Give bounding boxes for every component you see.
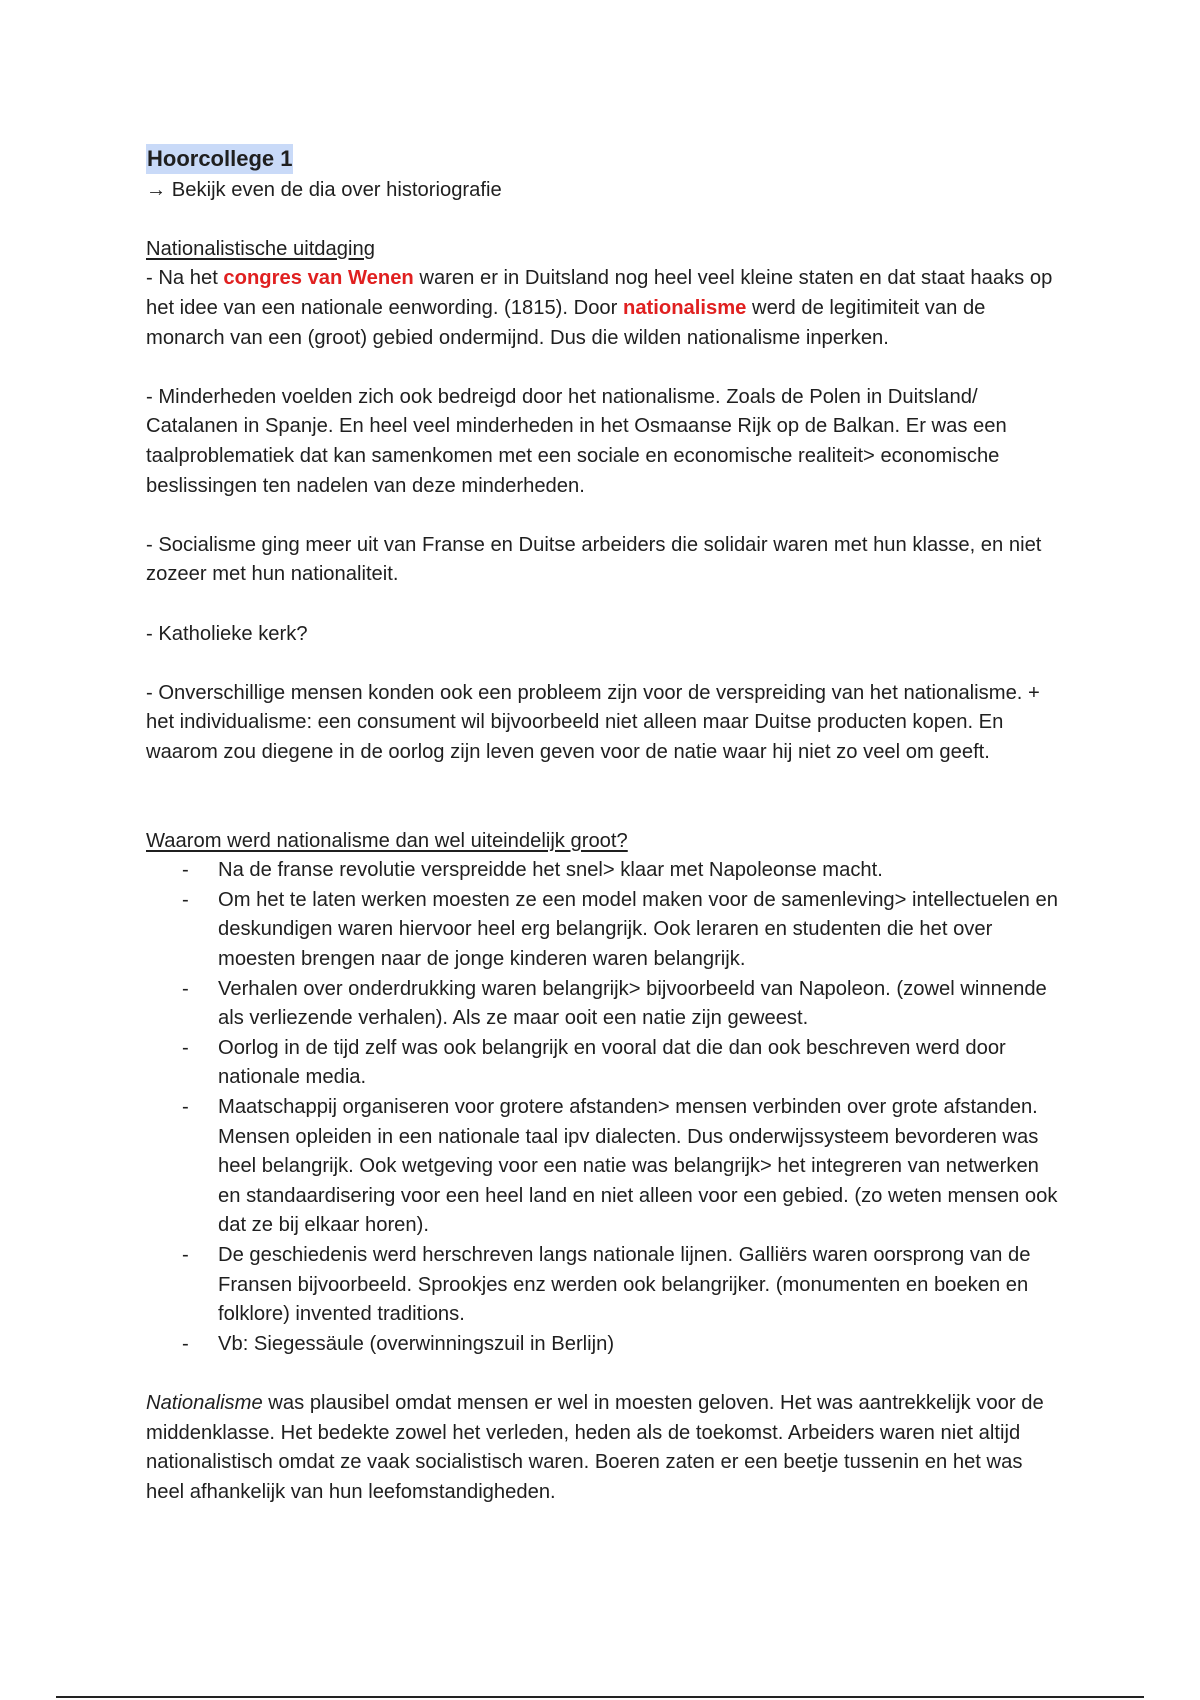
spacer xyxy=(146,590,1066,620)
spacer xyxy=(146,353,1066,383)
spacer xyxy=(146,205,1066,235)
bullet-dash: - xyxy=(182,1036,189,1059)
spacer xyxy=(146,797,1066,827)
spacer xyxy=(146,767,1066,797)
text-fragment: was plausibel omdat mensen er wel in moesten geloven. Het was aantrekkelijk voor de middenklasse. Het bedekte zowel het verleden, heden als de toekomst. Arbeiders waren niet altijd nationalistisch omdat ze vaak socialistisch waren. Boeren zaten er een beetje tussenin en het was heel afhankelijk van hun leefomstandigheden. xyxy=(146,1391,1044,1503)
paragraph-conclusion xyxy=(146,1389,1066,1507)
bullet-dash: - xyxy=(182,1332,189,1355)
list-item-text: Na de franse revolutie verspreidde het snel> klaar met Napoleonse macht. xyxy=(218,859,883,882)
section-heading-waarom-nationalisme: Waarom werd nationalisme dan wel uiteindelijk groot? xyxy=(146,829,628,852)
list-item-text: Om het te laten werken moesten ze een model maken voor de samenleving> intellectuelen en deskundigen waren hiervoor heel erg belangrijk. Ook leraren en studenten die het over moesten brengen naar de jonge kinderen waren belangrijk. xyxy=(218,888,1058,971)
intro-line: → Bekijk even de dia over historiografie xyxy=(146,178,502,201)
highlight-congres-van-wenen: congres van Wenen xyxy=(223,267,414,290)
spacer xyxy=(146,649,1066,679)
bullet-dash: - xyxy=(182,859,189,882)
spacer xyxy=(146,1359,1066,1389)
highlight-nationalisme: nationalisme xyxy=(622,296,747,319)
bullet-dash: - xyxy=(182,1243,189,1266)
list-item-text: De geschiedenis werd herschreven langs nationale lijnen. Galliërs waren oorsprong van de Fransen bijvoorbeeld. Sprookjes enz werden ook belangrijker. (monumenten en boeken en folklore) invented traditions. xyxy=(218,1243,1031,1326)
list-item xyxy=(146,975,1066,1034)
title-line xyxy=(146,144,1066,176)
list-item xyxy=(146,886,1066,975)
italic-nationalisme: Nationalisme xyxy=(146,1391,263,1414)
paragraph-minderheden: - Minderheden voelden zich ook bedreigd door het nationalisme. Zoals de Polen in Duitsland/ Catalanen in Spanje. En heel veel minderheden in het Osmaanse Rijk op de Balkan. Er was een taalproblematiek dat kan samenkomen met een sociale en economische realiteit> economische beslissingen ten nadelen van deze minderheden. xyxy=(146,385,1007,497)
bullet-dash: - xyxy=(182,888,189,911)
paragraph-socialisme: - Socialisme ging meer uit van Franse en Duitse arbeiders die solidair waren met hun klasse, en niet zozeer met hun nationaliteit. xyxy=(146,533,1042,586)
document-page xyxy=(146,144,1066,1507)
text-fragment: waren er in Duitsland nog heel veel kleine staten en dat staat haaks op het idee van een nationale eenwording. (1815). Door xyxy=(146,267,1053,319)
list-item xyxy=(146,1241,1066,1330)
list-item xyxy=(146,1330,1066,1360)
page-title: Hoorcollege 1 xyxy=(146,144,293,174)
list-item xyxy=(146,1034,1066,1093)
list-item-text: Verhalen over onderdrukking waren belangrijk> bijvoorbeeld van Napoleon. (zowel winnende als verliezende verhalen). Als ze maar ooit een natie zijn geweest. xyxy=(218,977,1047,1030)
list-item-text: Oorlog in de tijd zelf was ook belangrijk en vooral dat die dan ook beschreven werd door nationale media. xyxy=(218,1036,1006,1089)
list-item xyxy=(146,856,1066,886)
spacer xyxy=(146,501,1066,531)
paragraph-congres-van-wenen xyxy=(146,264,1066,353)
bullet-dash: - xyxy=(182,1096,189,1118)
list-item xyxy=(146,1093,1066,1241)
section-heading-nationalistische-uitdaging: Nationalistische uitdaging xyxy=(146,237,375,260)
paragraph-katholieke-kerk: - Katholieke kerk? xyxy=(146,622,308,645)
text-fragment: - Na het xyxy=(146,267,224,290)
paragraph-onverschillige-mensen: - Onverschillige mensen konden ook een probleem zijn voor de verspreiding van het nationalisme. + het individualisme: een consument wil bijvoorbeeld niet alleen maar Duitse producten kopen. En waarom zou diegene in de oorlog zijn leven geven voor de natie waar hij niet zo veel om geeft. xyxy=(146,681,1040,763)
list-item-text: Maatschappij organiseren voor grotere afstanden> mensen verbinden over grote afstanden. Mensen opleiden in een nationale taal ipv dialecten. Dus onderwijssysteem bevorderen was heel belangrijk. Ook wetgeving voor een natie was belangrijk> het integreren van netwerken en standaardisering voor een heel land en niet alleen voor een gebied. (zo weten mensen ook dat ze bij elkaar horen). xyxy=(218,1096,1058,1237)
bullet-dash: - xyxy=(182,977,189,1000)
page-bottom-divider xyxy=(56,1696,1144,1698)
text-fragment: werd de legitimiteit van de monarch van een (groot) gebied ondermijnd. Dus die wilden nationalisme inperken. xyxy=(146,296,986,349)
list-item-text: Vb: Siegessäule (overwinningszuil in Berlijn) xyxy=(218,1332,615,1355)
reasons-list xyxy=(146,856,1066,1359)
